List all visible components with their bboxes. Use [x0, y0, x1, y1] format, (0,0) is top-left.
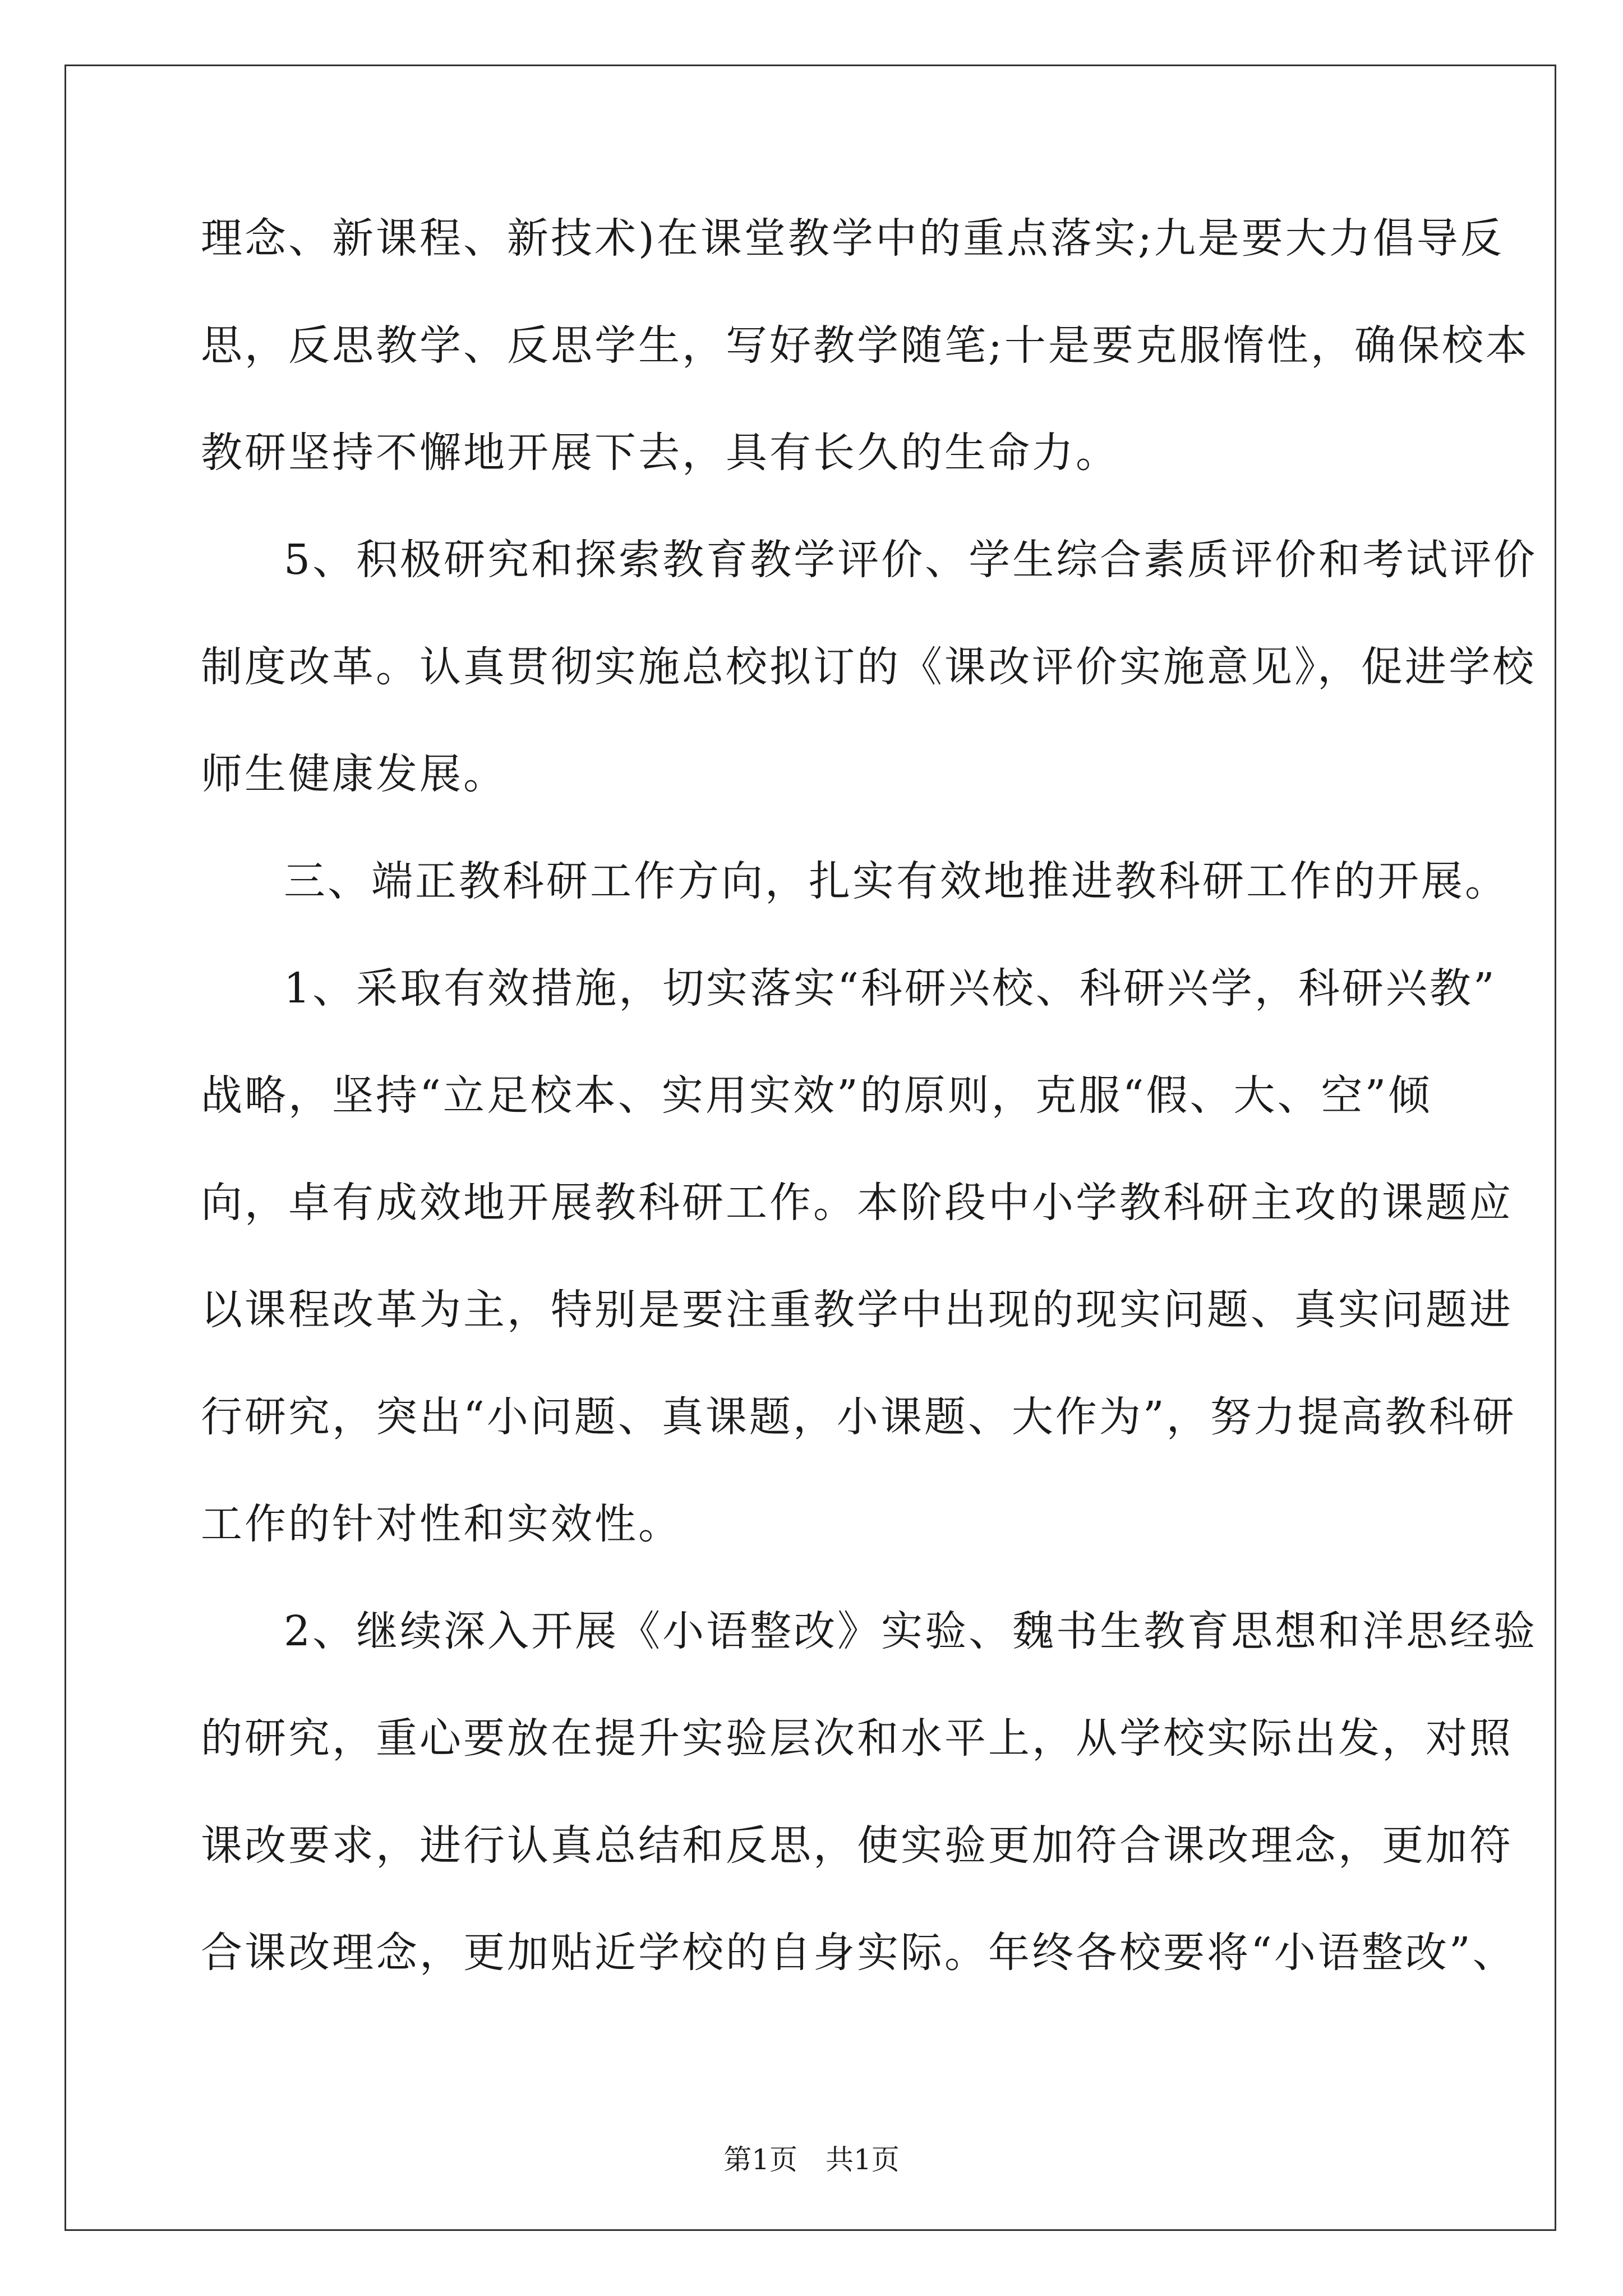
- text-line: 教研坚持不懈地开展下去，具有长久的生命力。: [201, 429, 1119, 477]
- text-line: 合课改理念，更加贴近学校的自身实际。年终各校要将“小语整改”、: [201, 1929, 1516, 1977]
- text-line: 三、端正教科研工作方向，扎实有效地推进教科研工作的开展。: [284, 857, 1509, 905]
- paragraph: [201, 1578, 1538, 2007]
- text-line: 5、积极研究和探索教育教学评价、学生综合素质评价和考试评价: [284, 536, 1538, 584]
- text-line: 战略，坚持“立足校本、实用实效”的原则，克服“假、大、空”倾: [201, 1071, 1432, 1120]
- page-footer: 第1页 共1页: [723, 2143, 900, 2176]
- text-line: 以课程改革为主，特别是要注重教学中出现的现实问题、真实问题进: [201, 1286, 1513, 1334]
- text-line: 理念、新课程、新技术)在课堂教学中的重点落实;九是要大力倡导反: [201, 214, 1504, 263]
- paragraph: [201, 185, 1529, 507]
- text-line: 1、采取有效措施，切实落实“科研兴校、科研兴学，科研兴教”: [284, 964, 1497, 1013]
- text-line: 思，反思教学、反思学生，写好教学随笔;十是要克服惰性，确保校本: [201, 321, 1529, 370]
- text-line: 课改要求，进行认真总结和反思，使实验更加符合课改理念，更加符: [201, 1821, 1513, 1870]
- text-line: 师生健康发展。: [201, 750, 507, 798]
- paragraph: [201, 507, 1538, 828]
- document-body: [201, 185, 1538, 2007]
- text-line: 的研究，重心要放在提升实验层次和水平上，从学校实际出发，对照: [201, 1714, 1513, 1763]
- text-line: 2、继续深入开展《小语整改》实验、魏书生教育思想和洋思经验: [284, 1607, 1538, 1655]
- text-line: 工作的针对性和实效性。: [201, 1500, 682, 1548]
- paragraph: [201, 828, 1509, 935]
- text-line: 向，卓有成效地开展教科研工作。本阶段中小学教科研主攻的课题应: [201, 1179, 1513, 1227]
- text-line: 制度改革。认真贯彻实施总校拟订的《课改评价实施意见》，促进学校: [201, 643, 1536, 691]
- text-line: 行研究，突出“小问题、真课题，小课题、大作为”，努力提高教科研: [201, 1393, 1516, 1441]
- paragraph: [201, 935, 1516, 1578]
